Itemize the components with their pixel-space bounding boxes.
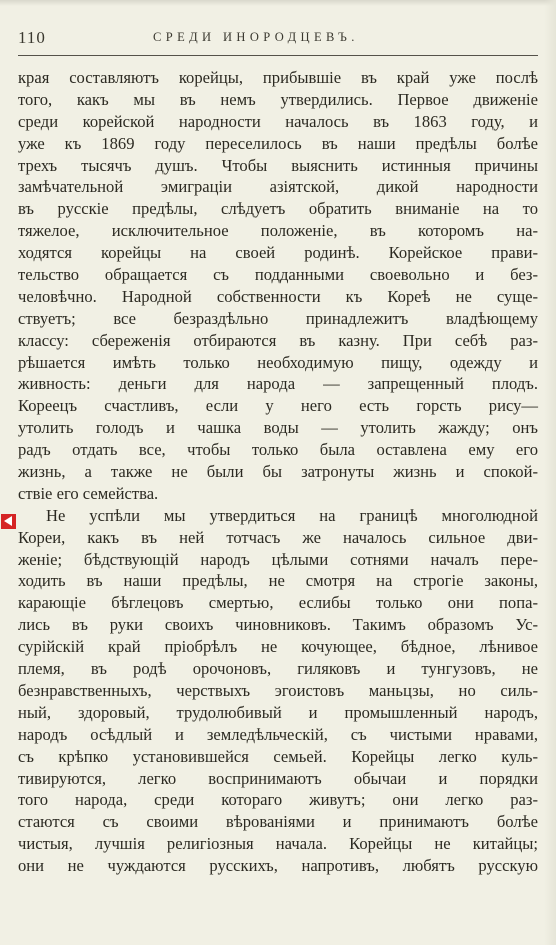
text-line: замѣчательной эмиграціи азіятской, дикой народности bbox=[18, 177, 538, 197]
text-line: Кореецъ счастливъ, если у него есть горсть рису— bbox=[18, 396, 538, 416]
text-line: уже къ 1869 году переселилось въ наши предѣлы болѣе bbox=[18, 133, 538, 153]
text-line: ствіе его семейства. bbox=[18, 483, 159, 503]
text-line: народъ осѣдлый и земледѣльческій, съ чистыми нравами, bbox=[18, 724, 538, 744]
page-top-shadow bbox=[0, 0, 556, 6]
text-line: живность: деньги для народа — запрещенный плодъ. bbox=[18, 374, 538, 394]
text-line: съ крѣпко установившейся семьей. Корейцы легко куль- bbox=[18, 746, 538, 766]
text-line: жизнь, а также не были бы затронуты жизнь и спокой- bbox=[18, 462, 538, 482]
running-title: СРЕДИ ИНОРОДЦЕВЪ. bbox=[153, 30, 359, 44]
text-line: лись въ руки своихъ чиновниковъ. Такимъ образомъ Ус- bbox=[18, 615, 538, 635]
text-line: человѣчно. Народной собственности къ Кореѣ не суще- bbox=[18, 286, 538, 306]
text-line: Кореи, какъ въ ней тотчасъ же началось сильное дви- bbox=[18, 527, 538, 547]
text-line: чистыя, лучшія религіозныя начала. Корейцы не китайцы; bbox=[18, 834, 538, 854]
text-line: Не успѣли мы утвердиться на границѣ многолюдной bbox=[46, 505, 538, 525]
text-line: утолить голодъ и чашка воды — утолить жажду; онъ bbox=[18, 418, 538, 438]
page-edge-shadow bbox=[544, 0, 556, 945]
header-rule bbox=[18, 55, 538, 56]
left-arrow-icon bbox=[4, 516, 12, 526]
text-line: тельство обращается съ подданными своевольно и без- bbox=[18, 265, 538, 285]
text-line: безнравственныхъ, черствыхъ эгоистовъ маньцзы, но силь- bbox=[18, 680, 538, 700]
text-line: края составляютъ корейцы, прибывшіе въ край уже послѣ bbox=[18, 68, 538, 87]
text-line: карающіе бѣглецовъ смертью, еслибы только они попа- bbox=[18, 593, 538, 613]
text-line: сурійскій край пріобрѣлъ не кочующее, бѣдное, лѣнивое bbox=[18, 637, 538, 657]
text-line: племя, въ родѣ орочоновъ, гиляковъ и тунгузовъ, не bbox=[18, 659, 538, 679]
text-line: ствуетъ; все безраздѣльно принадлежитъ владѣющему bbox=[18, 308, 538, 328]
text-line: они не чуждаются русскихъ, напротивъ, любятъ русскую bbox=[18, 856, 538, 876]
text-line: стаются съ своими вѣрованіями и принимаютъ болѣе bbox=[18, 812, 538, 832]
text-line: того народа, среди котораго живутъ; они легко раз- bbox=[18, 790, 538, 810]
text-line: ный, здоровый, трудолюбивый и промышленный народъ, bbox=[18, 702, 538, 722]
text-line: ходятся корейцы на своей родинѣ. Корейское прави- bbox=[18, 243, 538, 263]
text-line: ходить въ наши предѣлы, не смотря на строгіе законы, bbox=[18, 571, 538, 591]
text-line: среди корейской народности началось въ 1863 году, и bbox=[18, 111, 538, 131]
running-head bbox=[18, 28, 538, 50]
text-line: радъ отдать все, чтобы только была оставлена ему его bbox=[18, 440, 538, 460]
text-line: женіе; бѣдствующій народъ цѣлыми сотнями началъ пере- bbox=[18, 549, 538, 569]
body-text bbox=[18, 67, 538, 877]
text-line: классу: сбереженія отбираются въ казну. При себѣ раз- bbox=[18, 330, 538, 350]
text-line: тивируются, легко воспринимаютъ обычаи и порядки bbox=[18, 768, 538, 788]
text-line: въ русскіе предѣлы, слѣдуетъ обратить вниманіе на то bbox=[18, 199, 538, 219]
text-line: того, какъ мы въ немъ утвердились. Первое движеніе bbox=[18, 89, 538, 109]
text-line: трехъ тысячъ душъ. Чтобы выяснить истинныя причины bbox=[18, 155, 538, 175]
text-line: рѣшается имѣть только необходимую пищу, одежду и bbox=[18, 352, 538, 372]
paragraph-marker-button[interactable] bbox=[1, 514, 16, 529]
text-line: тяжелое, исключительное положеніе, въ которомъ на- bbox=[18, 221, 538, 241]
page-number: 110 bbox=[18, 28, 46, 47]
